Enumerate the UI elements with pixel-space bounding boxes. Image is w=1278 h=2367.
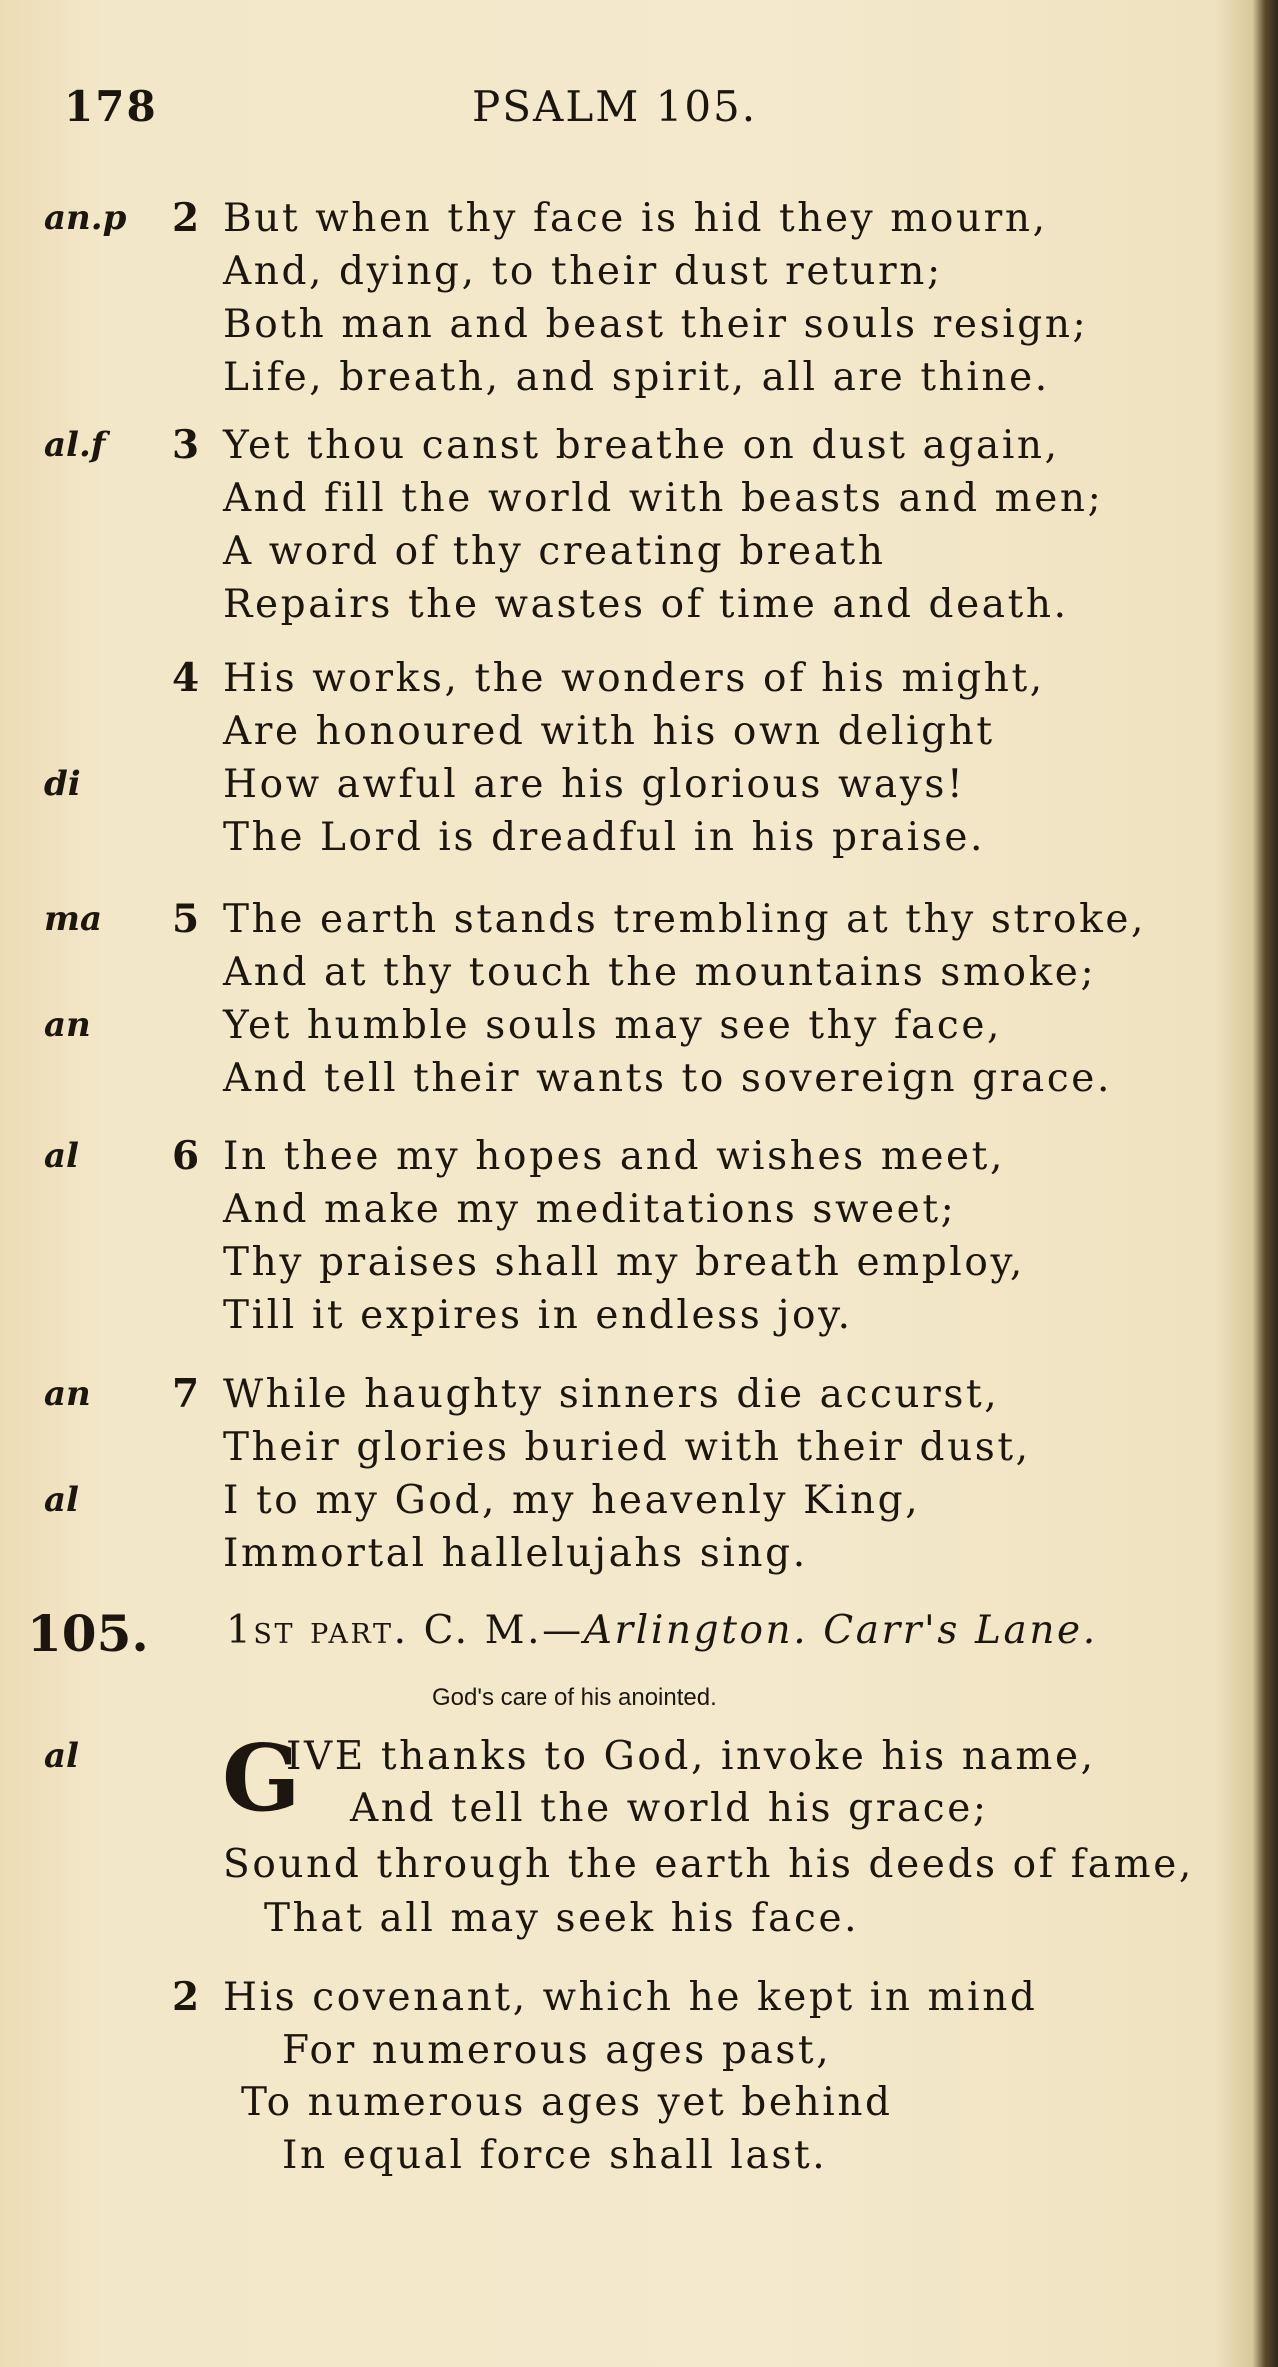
verse-line: IVE thanks to God, invoke his name, — [286, 1734, 1096, 1779]
margin-mark: di — [44, 764, 81, 804]
verse-line: His works, the wonders of his might, — [223, 656, 1045, 701]
margin-mark: an — [44, 1005, 91, 1045]
margin-mark: an.p — [44, 198, 127, 238]
verse-number: 2 — [172, 1974, 200, 2020]
hymn-meter: C. M.— — [423, 1608, 584, 1653]
hymn-tunes: Arlington. Carr's Lane. — [583, 1608, 1098, 1653]
verse-line: Till it expires in endless joy. — [223, 1293, 853, 1338]
verse-line: Yet thou canst breathe on dust again, — [223, 423, 1060, 468]
verse-line: Are honoured with his own delight — [223, 709, 995, 754]
verse-line: Their glories buried with their dust, — [223, 1425, 1031, 1470]
margin-mark: al — [44, 1480, 79, 1520]
hymn-subtitle: God's care of his anointed. — [432, 1684, 717, 1711]
verse-line: And tell the world his grace; — [350, 1786, 989, 1831]
hymn-heading — [226, 1604, 1098, 1657]
verse-line: While haughty sinners die accurst, — [223, 1372, 1000, 1417]
verse-line: And, dying, to their dust return; — [223, 249, 943, 294]
verse-line: I to my God, my heavenly King, — [223, 1478, 921, 1523]
verse-line: To numerous ages yet behind — [241, 2080, 893, 2125]
verse-line: For numerous ages past, — [282, 2028, 832, 2073]
running-title: PSALM 105. — [472, 82, 758, 131]
margin-mark: ma — [44, 899, 103, 939]
drop-cap: G — [222, 1724, 301, 1832]
verse-line: Life, breath, and spirit, all are thine. — [223, 355, 1050, 400]
margin-mark: al.f — [44, 425, 106, 465]
hymn-number: 105. — [27, 1604, 149, 1663]
verse-line: A word of thy creating breath — [223, 529, 886, 574]
verse-line: Sound through the earth his deeds of fame, — [223, 1842, 1194, 1887]
verse-line: Yet humble souls may see thy face, — [223, 1003, 1002, 1048]
verse-line: Immortal hallelujahs sing. — [223, 1531, 808, 1576]
verse-line: Thy praises shall my breath employ, — [223, 1240, 1025, 1285]
verse-line: And at thy touch the mountains smoke; — [223, 950, 1097, 995]
margin-mark: al — [44, 1736, 79, 1776]
verse-line: The Lord is dreadful in his praise. — [223, 815, 986, 860]
margin-mark: an — [44, 1374, 91, 1414]
verse-number: 7 — [172, 1371, 200, 1417]
verse-line: And tell their wants to sovereign grace. — [223, 1056, 1112, 1101]
verse-line: The earth stands trembling at thy stroke, — [223, 897, 1147, 942]
verse-line: His covenant, which he kept in mind — [223, 1975, 1038, 2020]
page-number: 178 — [64, 82, 158, 131]
verse-number: 3 — [172, 422, 200, 468]
hymn-part: 1st part. — [226, 1608, 409, 1653]
verse-line: In equal force shall last. — [282, 2133, 828, 2178]
verse-line: And fill the world with beasts and men; — [223, 476, 1104, 521]
verse-number: 2 — [172, 195, 200, 241]
verse-line: Repairs the wastes of time and death. — [223, 582, 1069, 627]
verse-number: 5 — [172, 896, 200, 942]
verse-number: 6 — [172, 1133, 200, 1179]
verse-line: Both man and beast their souls resign; — [223, 302, 1089, 347]
verse-line: In thee my hopes and wishes meet, — [223, 1134, 1005, 1179]
verse-line: And make my meditations sweet; — [223, 1187, 957, 1232]
verse-line: How awful are his glorious ways! — [223, 762, 966, 807]
margin-mark: al — [44, 1136, 79, 1176]
verse-number: 4 — [172, 655, 200, 701]
verse-line: But when thy face is hid they mourn, — [223, 196, 1048, 241]
verse-line: That all may seek his face. — [264, 1896, 860, 1941]
